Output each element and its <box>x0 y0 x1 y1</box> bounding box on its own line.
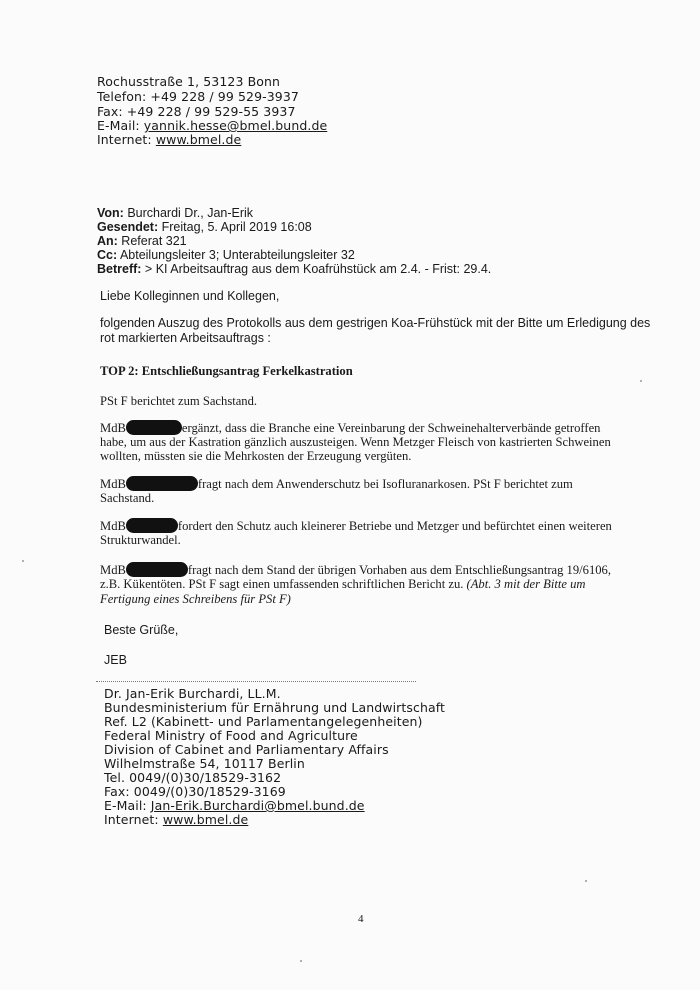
mdb-prefix: MdB <box>100 421 126 435</box>
paragraph-3-line-1 <box>100 476 573 492</box>
paragraph-4-line-2: Strukturwandel. <box>100 533 181 547</box>
page-number: 4 <box>358 913 364 925</box>
address-email-label: E-Mail: <box>97 118 144 133</box>
initials: JEB <box>104 653 127 667</box>
signature-phone: Tel. 0049/(0)30/18529-3162 <box>104 770 282 785</box>
greeting: Liebe Kolleginnen und Kollegen, <box>100 289 280 303</box>
paragraph-5-text-1: fragt nach dem Stand der übrigen Vorhaben aus dem Entschließungsantrag 19/6106, <box>187 563 611 577</box>
header-cc-value: Abteilungsleiter 3; Unterabteilungsleiter 32 <box>117 248 355 262</box>
redaction-bar <box>126 518 178 533</box>
header-to-value: Referat 321 <box>117 234 187 248</box>
signature-unit-de: Ref. L2 (Kabinett- und Parlamentangelegenheiten) <box>104 714 423 729</box>
signature-internet-label: Internet: <box>104 812 163 827</box>
paragraph-2-line-2: habe, um aus der Kastration gänzlich auszusteigen. Wenn Metzger Fleisch von kastrierten Schweinen <box>100 435 611 449</box>
paragraph-5-text-2: z.B. Kükentöten. PSt F sagt einen umfassenden schriftlichen Bericht zu. <box>100 577 467 591</box>
header-sent-label: Gesendet: <box>97 220 159 234</box>
address-email-line <box>97 118 327 133</box>
closing: Beste Grüße, <box>104 623 179 637</box>
scan-speck <box>22 560 24 562</box>
paragraph-5-line-2 <box>100 577 585 592</box>
paragraph-2-line-3: wollten, müssten sie die Mehrkosten der Erzeugung vergüten. <box>100 449 412 463</box>
mdb-prefix: MdB <box>100 477 126 491</box>
signature-ministry-de: Bundesministerium für Ernährung und Landwirtschaft <box>104 700 446 715</box>
signature-email-label: E-Mail: <box>104 798 151 813</box>
scan-speck <box>300 960 302 962</box>
header-cc <box>97 248 355 262</box>
header-from <box>97 206 253 220</box>
signature-internet-link[interactable]: www.bmel.de <box>162 812 249 827</box>
header-cc-label: Cc: <box>97 248 118 262</box>
signature-email-link[interactable]: Jan-Erik.Burchardi@bmel.bund.de <box>150 798 365 813</box>
paragraph-1: PSt F berichtet zum Sachstand. <box>100 394 258 408</box>
mdb-prefix: MdB <box>100 519 126 533</box>
scan-speck <box>640 380 642 382</box>
paragraph-4-line-1 <box>100 518 612 534</box>
address-fax: Fax: +49 228 / 99 529-55 3937 <box>97 104 296 119</box>
paragraph-2-line-1 <box>100 420 600 436</box>
header-to-label: An: <box>97 234 118 248</box>
header-from-value: Burchardi Dr., Jan-Erik <box>123 206 254 220</box>
header-subject <box>97 262 491 276</box>
scan-speck <box>585 880 587 882</box>
intro-line-2: rot markierten Arbeitsauftrags : <box>100 331 271 345</box>
signature-fax: Fax: 0049/(0)30/18529-3169 <box>104 784 286 799</box>
signature-ministry-en: Federal Ministry of Food and Agriculture <box>104 728 358 743</box>
signature-address: Wilhelmstraße 54, 10117 Berlin <box>104 756 305 771</box>
paragraph-5-italic-1: (Abt. 3 mit der Bitte um <box>466 577 586 591</box>
header-sent <box>97 220 312 234</box>
address-internet-link[interactable]: www.bmel.de <box>155 132 242 147</box>
paragraph-2-text-1: ergänzt, dass die Branche eine Vereinbarung der Schweinehalterverbände getroffen <box>181 421 601 435</box>
paragraph-3-text-1: fragt nach dem Anwenderschutz bei Isofluranarkosen. PSt F berichtet zum <box>197 477 573 491</box>
address-email-link[interactable]: yannik.hesse@bmel.bund.de <box>143 118 328 133</box>
signature-unit-en: Division of Cabinet and Parliamentary Affairs <box>104 742 389 757</box>
paragraph-5-italic-2: Fertigung eines Schreibens für PSt F) <box>100 592 291 606</box>
paragraph-3-line-2: Sachstand. <box>100 491 155 505</box>
header-sent-value: Freitag, 5. April 2019 16:08 <box>158 220 312 234</box>
signature-separator <box>96 681 416 682</box>
address-phone: Telefon: +49 228 / 99 529-3937 <box>97 89 299 104</box>
paragraph-4-text-1: fordert den Schutz auch kleinerer Betriebe und Metzger und befürchtet einen weiteren <box>177 519 612 533</box>
redaction-bar <box>126 476 198 491</box>
header-subject-label: Betreff: <box>97 262 142 276</box>
signature-email-line <box>104 798 365 813</box>
signature-internet-line <box>104 812 248 827</box>
header-subject-value: > KI Arbeitsauftrag aus dem Koafrühstück am 2.4. - Frist: 29.4. <box>141 262 492 276</box>
header-to <box>97 234 187 248</box>
address-internet-line <box>97 132 241 147</box>
mdb-prefix: MdB <box>100 563 126 577</box>
header-from-label: Von: <box>97 206 124 220</box>
redaction-bar <box>126 562 188 577</box>
address-internet-label: Internet: <box>97 132 156 147</box>
top-heading: TOP 2: Entschließungsantrag Ferkelkastration <box>100 364 353 378</box>
signature-name: Dr. Jan-Erik Burchardi, LL.M. <box>104 686 281 701</box>
paragraph-5-line-1 <box>100 562 611 578</box>
redaction-bar <box>126 420 182 435</box>
address-street: Rochusstraße 1, 53123 Bonn <box>97 74 281 89</box>
intro-line-1: folgenden Auszug des Protokolls aus dem gestrigen Koa-Frühstück mit der Bitte um Erledigung des <box>100 316 651 330</box>
